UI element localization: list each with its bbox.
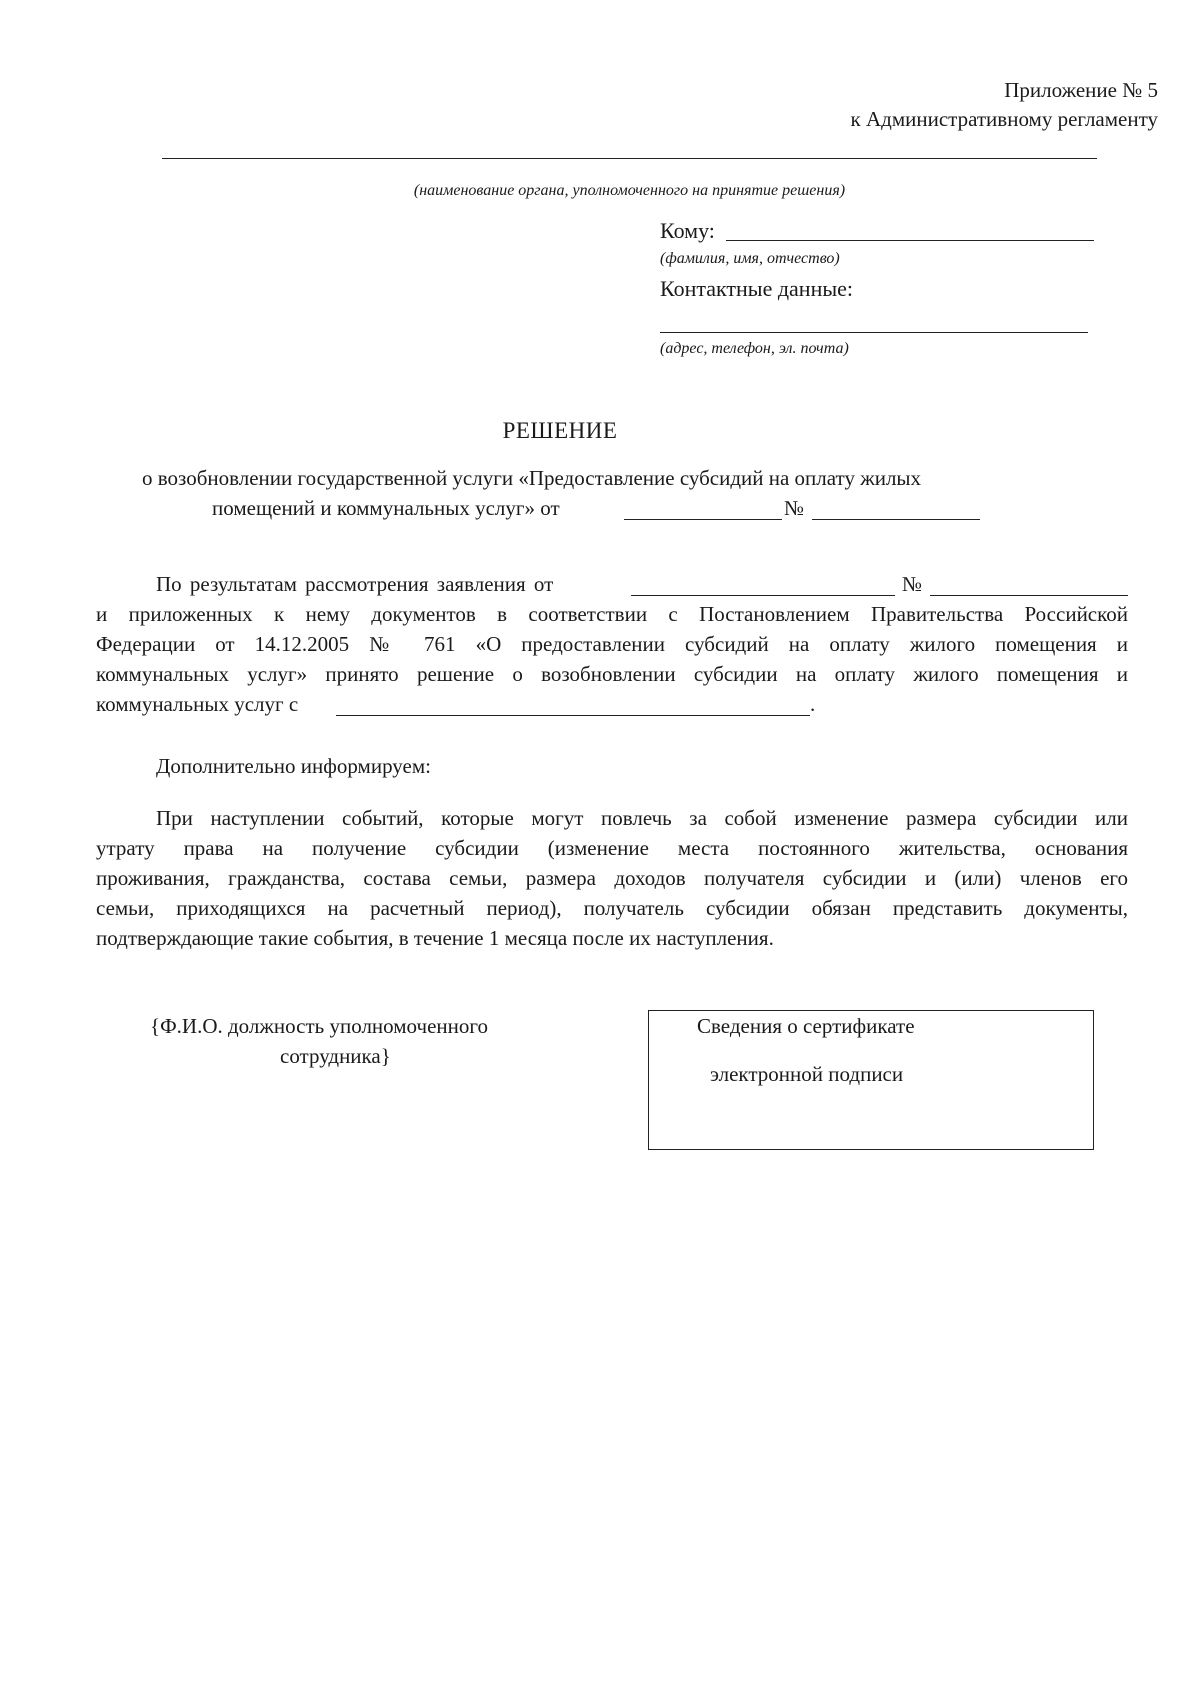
resume-date-field[interactable] — [336, 715, 810, 716]
decision-number-sign: № — [784, 496, 805, 520]
certificate-info-line1: Сведения о сертификате — [697, 1014, 915, 1038]
paragraph1-line3: Федерации от 14.12.2005 № 761 «О предоставлении субсидий на оплату жилого помещения и — [96, 632, 1128, 656]
paragraph1-line4: коммунальных услуг» принято решение о возобновлении субсидии на оплату жилого помещения и — [96, 662, 1128, 686]
appendix-regulation: к Административному регламенту — [850, 107, 1158, 131]
recipient-contact-label: Контактные данные: — [660, 276, 853, 301]
recipient-fio-caption: (фамилия, имя, отчество) — [660, 250, 840, 267]
additional-info-label: Дополнительно информируем: — [156, 754, 431, 778]
paragraph3-line5: подтверждающие такие события, в течение 1 месяца после их наступления. — [96, 926, 774, 950]
signatory-placeholder-line2: сотрудника} — [280, 1044, 391, 1068]
paragraph3-line2: утрату права на получение субсидии (изменение места постоянного жительства, основания — [96, 836, 1128, 860]
organ-name-field[interactable] — [162, 158, 1097, 159]
document-title: РЕШЕНИЕ — [502, 418, 618, 443]
certificate-info-line2: электронной подписи — [710, 1062, 904, 1086]
paragraph1-line2: и приложенных к нему документов в соответствии с Постановлением Правительства Российской — [96, 602, 1128, 626]
paragraph3-line1: При наступлении событий, которые могут повлечь за собой изменение размера субсидии или — [156, 806, 1128, 830]
appendix-reference — [851, 76, 1158, 134]
organ-name-caption: (наименование органа, уполномоченного на принятие решения) — [413, 182, 846, 199]
paragraph1-start: По результатам рассмотрения заявления от — [156, 572, 554, 596]
recipient-contact-field[interactable] — [660, 332, 1088, 333]
application-date-field[interactable] — [631, 595, 895, 596]
paragraph3-line3: проживания, гражданства, состава семьи, размера доходов получателя субсидии и (или) членов его — [96, 866, 1128, 890]
decision-date-field[interactable] — [624, 519, 782, 520]
application-number-sign: № — [902, 572, 923, 596]
recipient-name-field[interactable] — [726, 240, 1094, 241]
paragraph1-end-dot: . — [810, 692, 816, 716]
recipient-to-label: Кому: — [660, 218, 715, 243]
application-number-field[interactable] — [930, 595, 1128, 596]
recipient-contact-caption: (адрес, телефон, эл. почта) — [660, 340, 849, 357]
decision-number-field[interactable] — [812, 519, 980, 520]
appendix-number: Приложение № 5 — [1004, 78, 1158, 102]
paragraph1-line5: коммунальных услуг с — [96, 692, 299, 716]
paragraph3-line4: семьи, приходящихся на расчетный период), получатель субсидии обязан представить документы, — [96, 896, 1128, 920]
document-subtitle-line1: о возобновлении государственной услуги «Предоставление субсидий на оплату жилых — [142, 466, 922, 490]
document-subtitle-line2: помещений и коммунальных услуг» от — [212, 496, 560, 520]
signatory-placeholder-line1: {Ф.И.О. должность уполномоченного — [150, 1014, 488, 1038]
